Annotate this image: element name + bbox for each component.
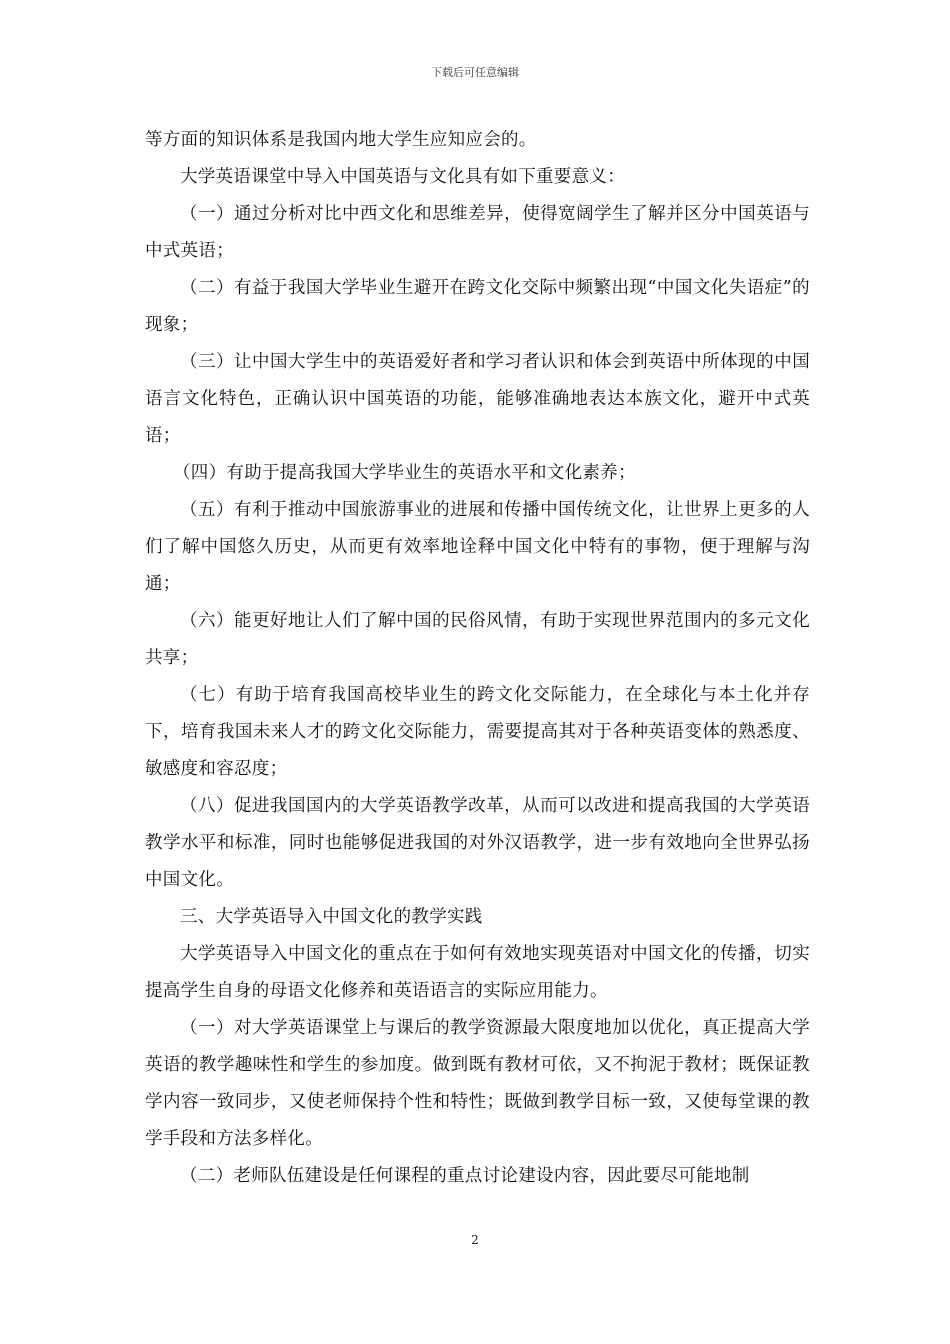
section-heading: 三、大学英语导入中国文化的教学实践	[180, 907, 483, 927]
page-header: 下载后可任意编辑	[431, 66, 519, 79]
paragraph-8: （七）有助于培育我国高校毕业生的跨文化交际能力，在全球化与本土化并存下，培育我国未来人才的跨文化交际能力，需要提高其对于各种英语变体的熟悉度、敏感度和容忍度；	[145, 685, 810, 779]
paragraph-3: （二）有益于我国大学毕业生避开在跨文化交际中频繁出现“中国文化失语症”的现象；	[145, 278, 810, 335]
paragraph-5: （四）有助于提高我国大学毕业生的英语水平和文化素养；	[173, 463, 636, 483]
page-number: 2	[471, 1233, 479, 1247]
paragraph-9: （八）促进我国国内的大学英语教学改革，从而可以改进和提高我国的大学英语教学水平和标准，同时也能够促进我国的对外汉语教学，进一步有效地向全世界弘扬中国文化。	[145, 796, 810, 890]
paragraph-1: 大学英语课堂中导入中国英语与文化具有如下重要意义：	[180, 167, 625, 187]
paragraph-13: （二）老师队伍建设是任何课程的重点讨论建设内容，因此要尽可能地制	[180, 1166, 750, 1186]
paragraph-6: （五）有利于推动中国旅游事业的进展和传播中国传统文化，让世界上更多的人们了解中国悠久历史，从而更有效率地诠释中国文化中特有的事物，便于理解与沟通；	[145, 500, 810, 594]
paragraph-2: （一）通过分析对比中西文化和思维差异，使得宽阔学生了解并区分中国英语与中式英语；	[145, 204, 810, 261]
paragraph-12: （一）对大学英语课堂上与课后的教学资源最大限度地加以优化，真正提高大学英语的教学趣味性和学生的参加度。做到既有教材可依，又不拘泥于教材；既保证教学内容一致同步，又使老师保持个性和特性；既做到教学目标一致，又使每堂课的教学手段和方法多样化。	[145, 1018, 810, 1149]
paragraph-11: 大学英语导入中国文化的重点在于如何有效地实现英语对中国文化的传播，切实提高学生自身的母语文化修养和英语语言的实际应用能力。	[145, 944, 810, 1001]
paragraph-4: （三）让中国大学生中的英语爱好者和学习者认识和体会到英语中所体现的中国语言文化特色，正确认识中国英语的功能，能够准确地表达本族文化，避开中式英语；	[145, 352, 810, 446]
paragraph-7: （六）能更好地让人们了解中国的民俗风情，有助于实现世界范围内的多元文化共享；	[145, 611, 810, 668]
document-body	[145, 122, 810, 1195]
paragraph-0: 等方面的知识体系是我国内地大学生应知应会的。	[145, 130, 537, 150]
